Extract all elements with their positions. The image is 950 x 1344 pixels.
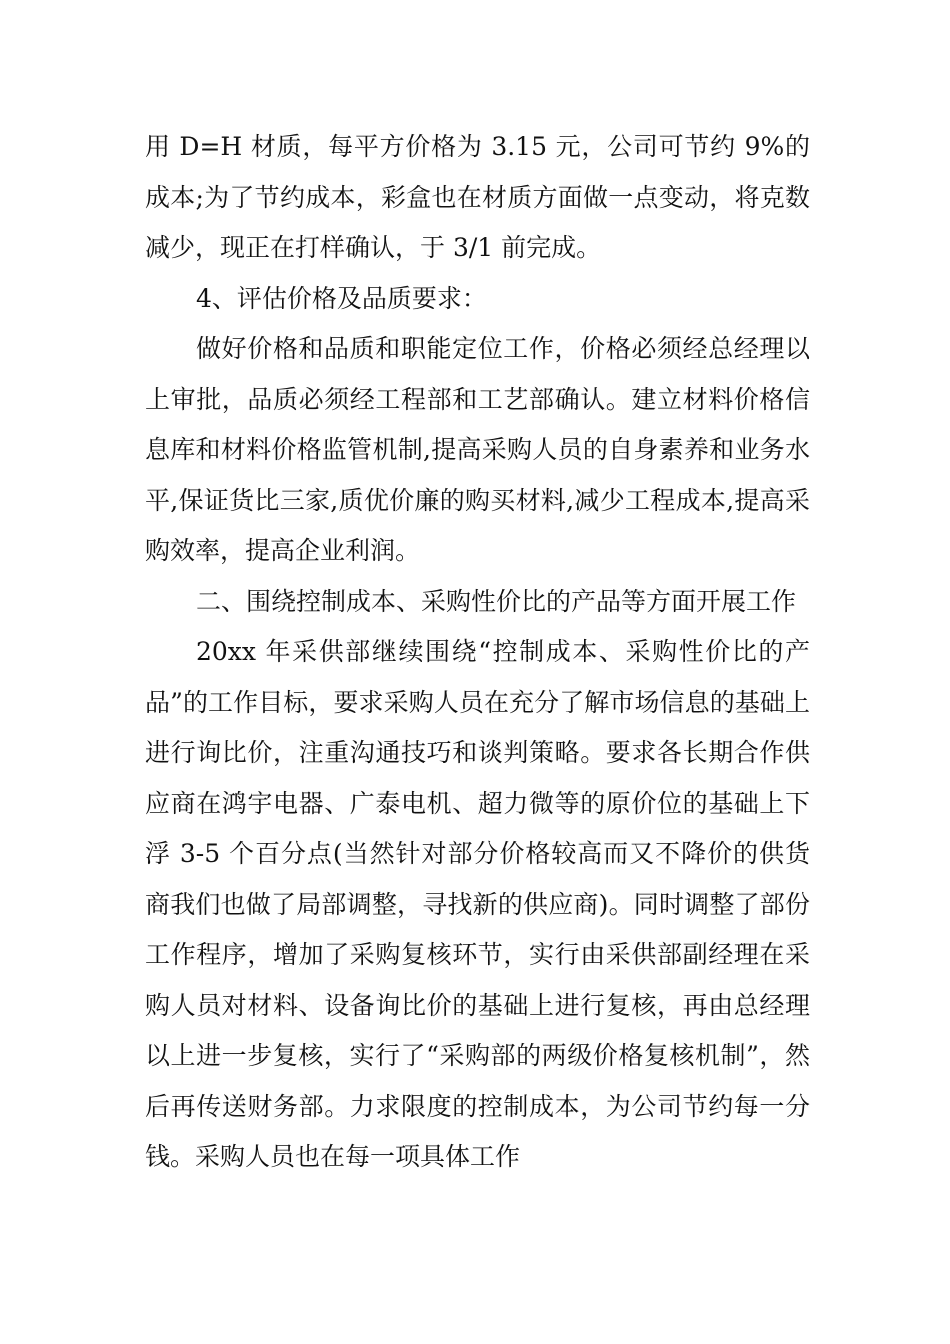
paragraph-price-quality: 做好价格和品质和职能定位工作，价格必须经总经理以上审批，品质必须经工程部和工艺部确认。建立材料价格信息库和材料价格监管机制,提高采购人员的自身素养和业务水平,保证货比三家,质优价廉的购买材料,减少工程成本,提高采购效率，提高企业利润。 [145,334,810,565]
paragraph-material-cost: 用 D=H 材质，每平方价格为 3.15 元，公司可节约 9%的成本;为了节约成本，彩盒也在材质方面做一点变动，将克数减少，现正在打样确认，于 3/1 前完成。 [145,132,810,262]
document-body [145,122,810,1183]
heading-section-two: 二、围绕控制成本、采购性价比的产品等方面开展工作 [196,586,797,616]
heading-price-quality: 4、评估价格及品质要求： [196,283,487,313]
paragraph-cost-control: 20xx 年采供部继续围绕“控制成本、采购性价比的产品”的工作目标，要求采购人员在充分了解市场信息的基础上进行询比价，注重沟通技巧和谈判策略。要求各长期合作供应商在鸿宇电器、广泰电机、超力微等的原价位的基础上下浮 3-5 个百分点(当然针对部分价格较高而又不降价的供货商我们也做了局部调整，寻找新的供应商)。同时调整了部份工作程序，增加了采购复核环节，实行由采供部副经理在采购人员对材料、设备询比价的基础上进行复核，再由总经理以上进一步复核，实行了“采购部的两级价格复核机制”，然后再传送财务部。力求限度的控制成本，为公司节约每一分钱。采购人员也在每一项具体工作 [145,637,810,1171]
